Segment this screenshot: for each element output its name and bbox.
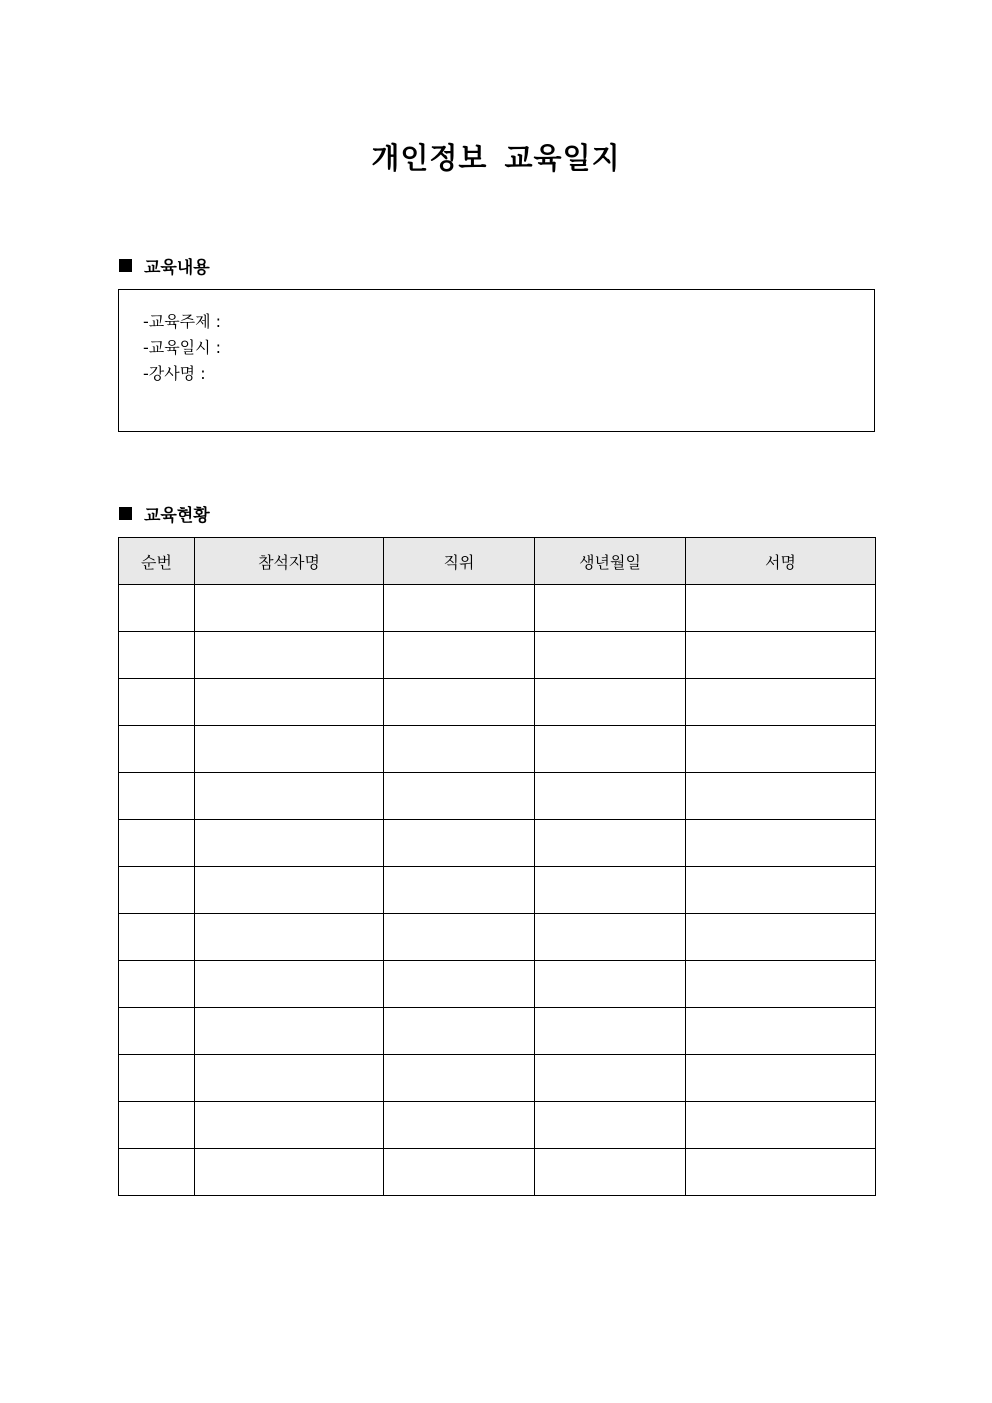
attendance-table [118, 537, 876, 1196]
content-line-instructor: -강사명 : [143, 364, 206, 383]
cell-position[interactable] [384, 1055, 535, 1102]
cell-attendee[interactable] [195, 773, 384, 820]
cell-attendee[interactable] [195, 679, 384, 726]
cell-position[interactable] [384, 632, 535, 679]
cell-position[interactable] [384, 820, 535, 867]
column-header-number: 순번 [119, 538, 195, 585]
cell-number[interactable] [119, 961, 195, 1008]
table-row [119, 632, 876, 679]
cell-signature[interactable] [686, 679, 876, 726]
cell-attendee[interactable] [195, 1055, 384, 1102]
cell-birthdate[interactable] [535, 773, 686, 820]
column-header-attendee: 참석자명 [195, 538, 384, 585]
cell-attendee[interactable] [195, 726, 384, 773]
cell-birthdate[interactable] [535, 632, 686, 679]
cell-attendee[interactable] [195, 632, 384, 679]
table-row [119, 585, 876, 632]
table-row [119, 726, 876, 773]
cell-birthdate[interactable] [535, 679, 686, 726]
cell-birthdate[interactable] [535, 867, 686, 914]
cell-position[interactable] [384, 585, 535, 632]
table-row [119, 961, 876, 1008]
cell-birthdate[interactable] [535, 914, 686, 961]
cell-number[interactable] [119, 726, 195, 773]
cell-signature[interactable] [686, 820, 876, 867]
cell-signature[interactable] [686, 1102, 876, 1149]
table-row [119, 1149, 876, 1196]
cell-signature[interactable] [686, 773, 876, 820]
table-row [119, 1008, 876, 1055]
section-heading-label: 교육내용 [144, 258, 210, 278]
cell-birthdate[interactable] [535, 1102, 686, 1149]
section-heading-status [119, 501, 210, 526]
cell-birthdate[interactable] [535, 726, 686, 773]
section-heading-label: 교육현황 [144, 506, 210, 526]
content-line-datetime: -교육일시 : [143, 338, 222, 357]
cell-number[interactable] [119, 1055, 195, 1102]
cell-birthdate[interactable] [535, 820, 686, 867]
cell-signature[interactable] [686, 867, 876, 914]
cell-birthdate[interactable] [535, 1149, 686, 1196]
cell-signature[interactable] [686, 1008, 876, 1055]
cell-birthdate[interactable] [535, 961, 686, 1008]
cell-attendee[interactable] [195, 961, 384, 1008]
cell-attendee[interactable] [195, 914, 384, 961]
cell-number[interactable] [119, 820, 195, 867]
cell-signature[interactable] [686, 961, 876, 1008]
cell-position[interactable] [384, 1102, 535, 1149]
cell-number[interactable] [119, 585, 195, 632]
square-bullet-icon [119, 259, 132, 272]
cell-birthdate[interactable] [535, 585, 686, 632]
table-header-row [119, 538, 876, 585]
cell-attendee[interactable] [195, 1102, 384, 1149]
column-header-birthdate: 생년월일 [535, 538, 686, 585]
table-row [119, 1055, 876, 1102]
column-header-signature: 서명 [686, 538, 876, 585]
cell-attendee[interactable] [195, 1149, 384, 1196]
cell-number[interactable] [119, 1008, 195, 1055]
cell-position[interactable] [384, 726, 535, 773]
cell-position[interactable] [384, 679, 535, 726]
cell-position[interactable] [384, 961, 535, 1008]
table-body [119, 585, 876, 1196]
cell-attendee[interactable] [195, 867, 384, 914]
table-row [119, 679, 876, 726]
cell-signature[interactable] [686, 585, 876, 632]
cell-position[interactable] [384, 1149, 535, 1196]
cell-number[interactable] [119, 632, 195, 679]
table-row [119, 820, 876, 867]
cell-position[interactable] [384, 1008, 535, 1055]
cell-signature[interactable] [686, 1055, 876, 1102]
content-lines [143, 309, 221, 387]
table-row [119, 867, 876, 914]
section-heading-content [119, 253, 210, 278]
table-row [119, 773, 876, 820]
table-row [119, 914, 876, 961]
cell-position[interactable] [384, 914, 535, 961]
cell-number[interactable] [119, 679, 195, 726]
cell-attendee[interactable] [195, 1008, 384, 1055]
cell-number[interactable] [119, 1149, 195, 1196]
cell-signature[interactable] [686, 1149, 876, 1196]
cell-attendee[interactable] [195, 820, 384, 867]
cell-number[interactable] [119, 773, 195, 820]
table-row [119, 1102, 876, 1149]
cell-signature[interactable] [686, 914, 876, 961]
cell-signature[interactable] [686, 632, 876, 679]
cell-position[interactable] [384, 773, 535, 820]
cell-number[interactable] [119, 867, 195, 914]
cell-position[interactable] [384, 867, 535, 914]
page-title: 개인정보 교육일지 [371, 141, 621, 175]
education-content-box [118, 289, 875, 432]
content-line-topic: -교육주제 : [143, 312, 222, 331]
cell-number[interactable] [119, 1102, 195, 1149]
square-bullet-icon [119, 507, 132, 520]
cell-attendee[interactable] [195, 585, 384, 632]
cell-birthdate[interactable] [535, 1055, 686, 1102]
column-header-position: 직위 [384, 538, 535, 585]
cell-signature[interactable] [686, 726, 876, 773]
cell-birthdate[interactable] [535, 1008, 686, 1055]
cell-number[interactable] [119, 914, 195, 961]
